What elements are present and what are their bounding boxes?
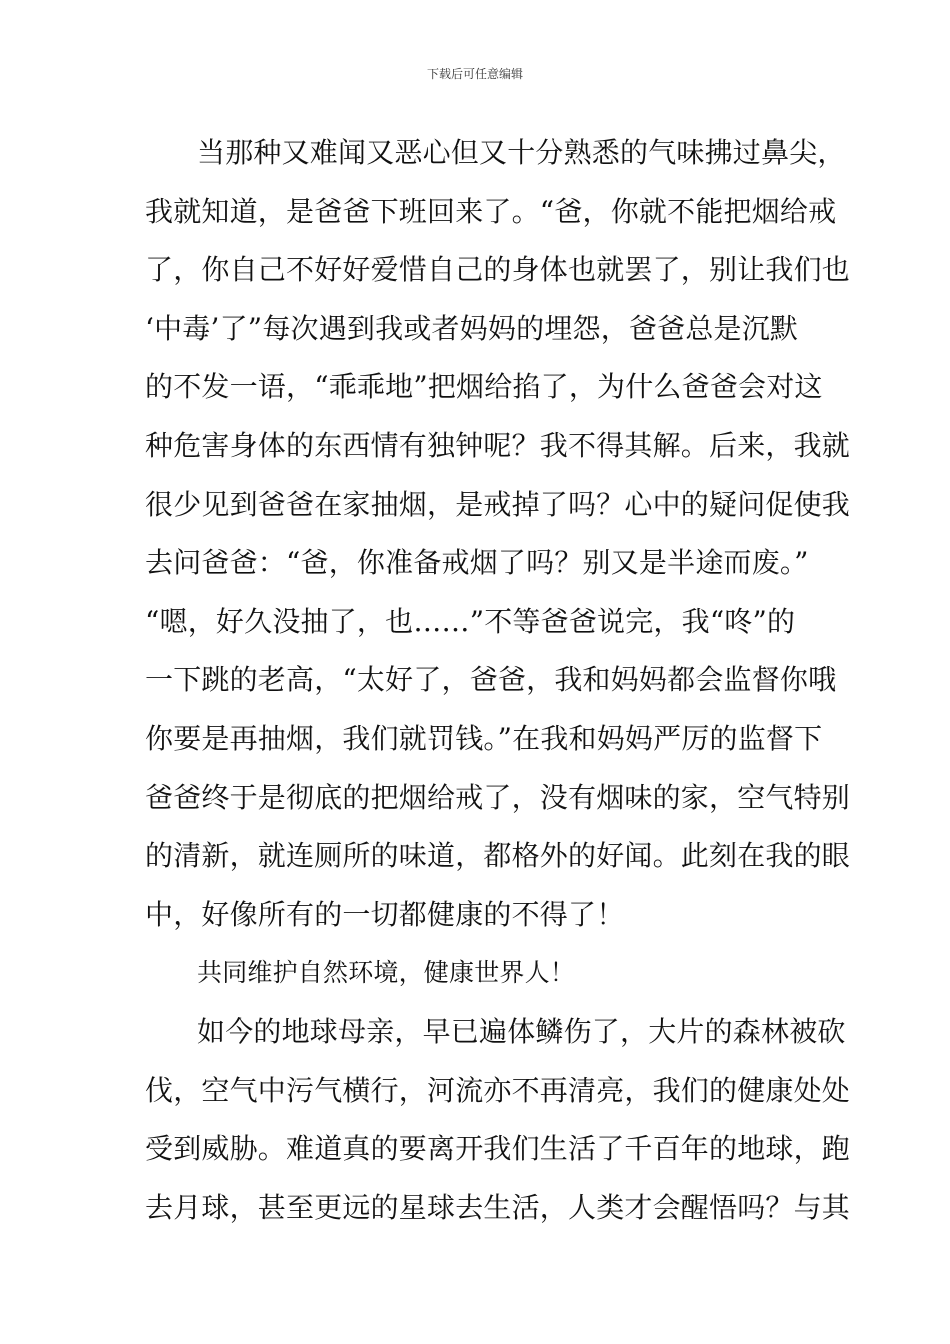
text-line: 了，你自己不好好爱惜自己的身体也就罢了，别让我们也 xyxy=(145,253,851,287)
section-heading: 共同维护自然环境，健康世界人！ xyxy=(197,958,576,988)
text-line: 你要是再抽烟，我们就罚钱。”在我和妈妈严厉的监督下 xyxy=(145,721,823,755)
text-line: “嗯，好久没抽了，也……”不等爸爸说完，我“咚”的 xyxy=(145,604,796,638)
text-line: ‘中毒’了”每次遇到我或者妈妈的埋怨，爸爸总是沉默 xyxy=(145,311,799,345)
text-line: 的不发一语，“乖乖地”把烟给掐了，为什么爸爸会对这 xyxy=(145,370,823,404)
text-line: 当那种又难闻又恶心但又十分熟悉的气味拂过鼻尖， xyxy=(197,136,846,169)
text-line: 的清新，就连厕所的味道，都格外的好闻。此刻在我的眼 xyxy=(145,839,851,873)
text-line: 受到威胁。难道真的要离开我们生活了千百年的地球，跑 xyxy=(145,1132,851,1166)
text-line: 一下跳的老高，“太好了，爸爸，我和妈妈都会监督你哦 xyxy=(145,663,837,697)
text-line: 种危害身体的东西情有独钟呢？我不得其解。后来，我就 xyxy=(145,428,851,462)
text-line: 中，好像所有的一切都健康的不得了！ xyxy=(145,897,625,931)
text-line: 去月球，甚至更远的星球去生活，人类才会醒悟吗？与其 xyxy=(145,1190,851,1224)
text-line: 伐，空气中污气横行，河流亦不再清亮，我们的健康处处 xyxy=(145,1073,851,1107)
text-line: 我就知道，是爸爸下班回来了。“爸，你就不能把烟给戒 xyxy=(145,194,837,228)
text-line: 很少见到爸爸在家抽烟，是戒掉了吗？心中的疑问促使我 xyxy=(145,487,851,521)
text-line: 如今的地球母亲，早已遍体鳞伤了，大片的森林被砍 xyxy=(197,1014,846,1048)
page-header: 下载后可任意编辑 xyxy=(426,67,523,81)
document-body xyxy=(145,124,851,1237)
text-line: 去问爸爸：“爸，你准备戒烟了吗？别又是半途而废。” xyxy=(145,546,809,580)
text-line: 爸爸终于是彻底的把烟给戒了，没有烟味的家，空气特别 xyxy=(145,780,851,814)
